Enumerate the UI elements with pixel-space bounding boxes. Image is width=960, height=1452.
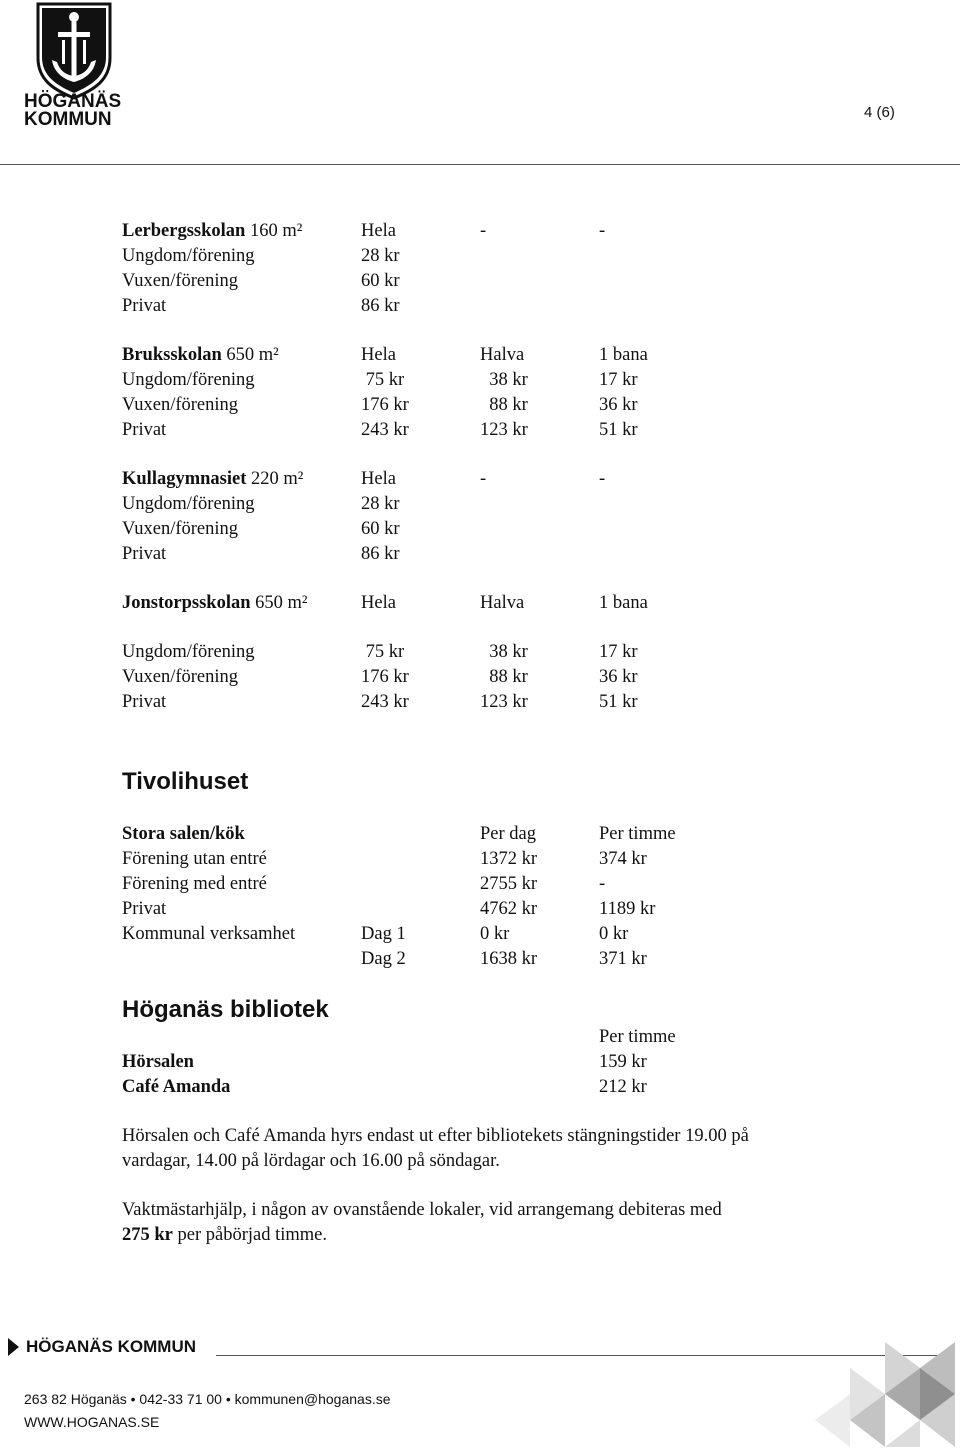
row-label: Vuxen/förening [122, 271, 239, 291]
fee-unit: per påbörjad timme. [172, 1225, 327, 1245]
price-cell: 75 kr [361, 642, 405, 662]
footer-contact: 263 82 Höganäs • 042-33 71 00 • kommunen@hoganas.se [24, 1391, 391, 1407]
price-cell: 38 kr [480, 370, 528, 390]
section-area: 650 m² [221, 345, 279, 365]
column-header: Hela [361, 345, 396, 365]
row-label: Hörsalen [122, 1052, 194, 1072]
table-row [0, 244, 960, 268]
table-row [0, 393, 960, 417]
row-label: Vuxen/förening [122, 667, 239, 687]
section-title [122, 343, 279, 367]
section-heading-tivolihuset: Tivolihuset [122, 768, 249, 795]
row-label: Ungdom/förening [122, 494, 255, 514]
table-row [0, 269, 960, 293]
column-header: Hela [361, 469, 396, 489]
table-row [0, 492, 960, 516]
price-cell: 28 kr [361, 246, 400, 266]
row-label: Privat [122, 420, 167, 440]
note-line: vardagar, 14.00 på lördagar och 16.00 på söndagar. [122, 1151, 500, 1171]
row-label: Förening med entré [122, 874, 267, 894]
price-cell: 86 kr [361, 296, 400, 316]
row-label: Ungdom/förening [122, 642, 255, 662]
logo-text-line1: HÖGANÄS [24, 91, 122, 112]
section-title-row [0, 467, 960, 491]
price-cell: 371 kr [599, 949, 647, 969]
table-row [0, 542, 960, 566]
row-label: Förening utan entré [122, 849, 267, 869]
price-cell: 1189 kr [599, 899, 656, 919]
section-title-row [0, 219, 960, 243]
column-header: Per timme [599, 1027, 676, 1047]
table-row [0, 640, 960, 664]
price-cell: 176 kr [361, 667, 409, 687]
section-title [122, 467, 303, 491]
header-divider [0, 164, 960, 165]
day-cell: Dag 2 [361, 949, 406, 969]
column-header: 1 bana [599, 593, 648, 613]
note-line: Hörsalen och Café Amanda hyrs endast ut efter bibliotekets stängningstider 19.00 på [122, 1126, 749, 1146]
column-header: 1 bana [599, 345, 648, 365]
table-header-row [0, 822, 960, 846]
price-cell: 1638 kr [480, 949, 538, 969]
section-title-row [0, 343, 960, 367]
section-title [122, 219, 302, 243]
column-header: Hela [361, 221, 396, 241]
price-cell: 212 kr [599, 1077, 647, 1097]
column-header: Halva [480, 593, 525, 613]
table-row [0, 418, 960, 442]
price-cell: - [599, 874, 606, 894]
row-label: Café Amanda [122, 1077, 231, 1097]
price-cell: 4762 kr [480, 899, 538, 919]
price-cell: 75 kr [361, 370, 405, 390]
column-header: - [480, 469, 487, 489]
price-cell: 0 kr [480, 924, 510, 944]
table-row [0, 1050, 960, 1074]
footer-org-name: HÖGANÄS KOMMUN [26, 1337, 196, 1356]
row-label: Ungdom/förening [122, 370, 255, 390]
row-label: Privat [122, 544, 167, 564]
section-title-row [0, 591, 960, 615]
price-cell: 86 kr [361, 544, 400, 564]
column-header: - [480, 221, 487, 241]
note-line [122, 1223, 862, 1248]
section-area: 160 m² [245, 221, 303, 241]
section-area: 650 m² [250, 593, 308, 613]
row-label: Privat [122, 296, 167, 316]
price-cell: 0 kr [599, 924, 629, 944]
table-row [0, 947, 960, 971]
table-header-row [0, 1025, 960, 1049]
hoganas-logo [24, 2, 124, 128]
section-name: Kullagymnasiet [122, 469, 247, 489]
fee-amount: 275 kr [122, 1225, 173, 1245]
price-cell: 374 kr [599, 849, 647, 869]
table-row [0, 1075, 960, 1099]
logo-text-line2: KOMMUN [24, 109, 112, 130]
price-cell: 1372 kr [480, 849, 538, 869]
price-cell: 123 kr [480, 420, 528, 440]
table-row [0, 517, 960, 541]
price-cell: 88 kr [480, 667, 528, 687]
day-cell: Dag 1 [361, 924, 406, 944]
price-cell: 17 kr [599, 370, 638, 390]
price-cell: 36 kr [599, 395, 638, 415]
table-row [0, 368, 960, 392]
triangle-pattern-decoration [815, 1342, 955, 1447]
section-name: Bruksskolan [122, 345, 222, 365]
section-heading-bibliotek: Höganäs bibliotek [122, 996, 329, 1023]
price-cell: 28 kr [361, 494, 400, 514]
column-header: Per timme [599, 824, 676, 844]
section-name: Lerbergsskolan [122, 221, 246, 241]
column-header: Per dag [480, 824, 536, 844]
price-cell: 60 kr [361, 271, 400, 291]
column-header: - [599, 221, 606, 241]
table-row [0, 847, 960, 871]
row-label: Vuxen/förening [122, 519, 239, 539]
column-header: Hela [361, 593, 396, 613]
price-cell: 176 kr [361, 395, 409, 415]
table-row [0, 665, 960, 689]
row-label: Ungdom/förening [122, 246, 255, 266]
table-row [0, 872, 960, 896]
column-header: Halva [480, 345, 525, 365]
row-label: Privat [122, 692, 167, 712]
table-row [0, 897, 960, 921]
row-label: Vuxen/förening [122, 395, 239, 415]
row-label: Privat [122, 899, 167, 919]
price-cell: 243 kr [361, 420, 409, 440]
row-label: Stora salen/kök [122, 824, 245, 844]
page-number: 4 (6) [864, 104, 895, 121]
column-header: - [599, 469, 606, 489]
price-cell: 38 kr [480, 642, 528, 662]
price-cell: 2755 kr [480, 874, 538, 894]
section-area: 220 m² [246, 469, 304, 489]
table-row [0, 690, 960, 714]
janitor-fee-note [122, 1198, 862, 1248]
price-cell: 36 kr [599, 667, 638, 687]
section-title [122, 591, 307, 615]
table-row [0, 922, 960, 946]
price-cell: 51 kr [599, 692, 638, 712]
price-cell: 88 kr [480, 395, 528, 415]
arrow-right-icon [8, 1338, 19, 1356]
price-cell: 60 kr [361, 519, 400, 539]
section-name: Jonstorpsskolan [122, 593, 251, 613]
footer-website-link[interactable]: WWW.HOGANAS.SE [24, 1414, 160, 1430]
price-cell: 159 kr [599, 1052, 647, 1072]
price-cell: 123 kr [480, 692, 528, 712]
table-row [0, 294, 960, 318]
opening-hours-note [122, 1124, 862, 1174]
price-cell: 243 kr [361, 692, 409, 712]
price-cell: 17 kr [599, 642, 638, 662]
note-line: Vaktmästarhjälp, i någon av ovanstående lokaler, vid arrangemang debiteras med [122, 1200, 722, 1220]
price-cell: 51 kr [599, 420, 638, 440]
row-label: Kommunal verksamhet [122, 924, 296, 944]
